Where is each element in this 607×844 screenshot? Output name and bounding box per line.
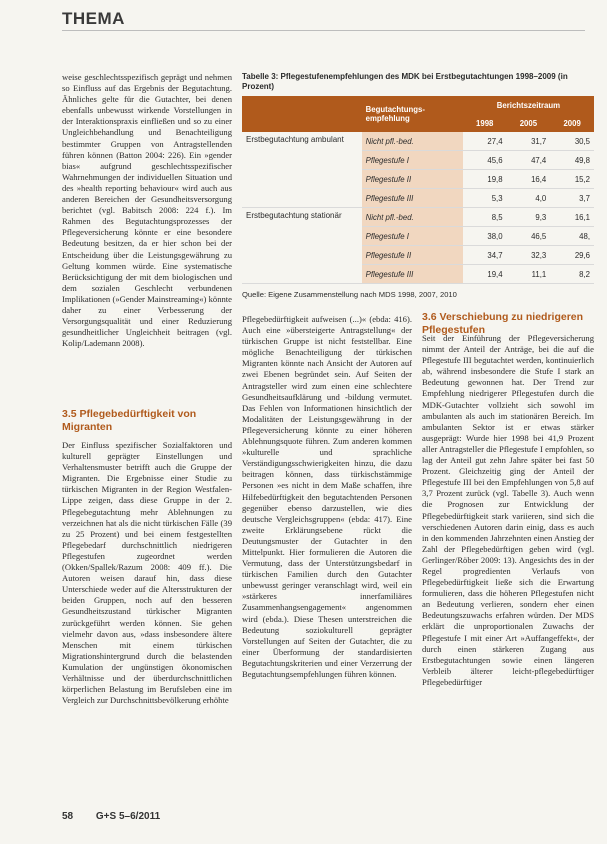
page-footer	[62, 811, 160, 822]
table-head-label: Begutachtungs-empfehlung	[362, 96, 463, 132]
heading-text: 3.6 Verschiebung zu niedrigeren Pflegestufen	[422, 311, 584, 336]
table-corner	[242, 114, 362, 132]
year-header: 1998	[463, 114, 507, 132]
cell: 48,	[550, 227, 594, 246]
year-header: 2009	[550, 114, 594, 132]
group-label: Erstbegutachtung stationär	[242, 208, 362, 284]
table-caption: Tabelle 3: Pflegestufenempfehlungen des MDK bei Erstbegutachtungen 1998–2009 (in Prozent)	[242, 72, 568, 91]
column-1-bottom-text	[62, 440, 232, 706]
cell: 30,5	[550, 132, 594, 151]
table-source: Quelle: Eigene Zusammenstellung nach MDS 1998, 2007, 2010	[242, 290, 457, 299]
paragraph: Pflegebedürftigkeit aufweisen (...)« (ebda: 416). Auch eine »übersteigerte Antragstellung« der türkischen Gruppe ist nicht feststellbar. Eine mögliche Benachteiligung der türkischen Migranten könnte nach Ansicht der Autoren auf zwei Ebenen begründet sein. Auf Seiten der Antragsteller wird zum einen eine schlechtere Gesundheitsaufklärung und -bildung vermutet. Das Fehlen von Informationen hinsichtlich der Modalitäten der Leistungsgewährung in der Pflegeversicherung könnte zu einer höheren Ablehnungsquote führen. Zum anderen kommen »kulturelle und sprachliche Verständigungsschwierigkeiten hinzu, die dazu beitragen können, dass türkischstämmige Personen »es nicht in dem Maße schaffen, ihre Hilfebedürftigkeit den begutachtenden Personen gegenüber ebenso darzustellen, wie dies deutsche Vergleichsgruppen« (ebda: 417). Eine zweite Erklärungsebene rückt die Deutungsmuster der Gutachter in den Mittelpunkt. Hier formulieren die Autoren die Vermutung, dass der Unterstützungsbedarf in türkischen Familien durch den Gutachter unbewusst geringer veranschlagt wird, weil ein »stärkeres innerfamiliäres Zusammenhangsengagement« angenommen wird (ebda.). Diese Thesen unterstreichen die Bedeutung soziokulturell geprägter Vorstellungen auf Seiten der Gutachter, die zu einer Überformung der standardisierten Begutachtungskriterien und einer Verzerrung der Begutachtungsempfehlungen führen können.	[242, 314, 412, 679]
cell: 38,0	[463, 227, 507, 246]
table-head-group: Berichtszeitraum	[463, 96, 594, 114]
cell: 15,2	[550, 170, 594, 189]
cell: 32,3	[507, 246, 551, 265]
group-label: Erstbegutachtung ambulant	[242, 132, 362, 208]
cell: 3,7	[550, 189, 594, 208]
cell: 27,4	[463, 132, 507, 151]
pflegestufen-table	[242, 96, 594, 284]
header-rule	[62, 30, 585, 31]
level-label: Pflegestufe I	[362, 227, 463, 246]
cell: 46,5	[507, 227, 551, 246]
journal-brand: G+S	[95, 811, 117, 822]
cell: 16,1	[550, 208, 594, 227]
cell: 19,4	[463, 265, 507, 284]
cell: 8,2	[550, 265, 594, 284]
heading-text: 3.5 Pflegebedürftigkeit von Migranten	[62, 408, 197, 433]
cell: 45,6	[463, 151, 507, 170]
cell: 16,4	[507, 170, 551, 189]
level-label: Pflegestufe II	[362, 170, 463, 189]
heading-3-5	[62, 408, 232, 433]
cell: 19,8	[463, 170, 507, 189]
column-3-text	[422, 333, 594, 688]
cell: 31,7	[507, 132, 551, 151]
cell: 49,8	[550, 151, 594, 170]
cell: 34,7	[463, 246, 507, 265]
level-label: Pflegestufe III	[362, 265, 463, 284]
level-label: Nicht pfl.-bed.	[362, 208, 463, 227]
section-title: THEMA	[62, 9, 125, 28]
level-label: Nicht pfl.-bed.	[362, 132, 463, 151]
paragraph: Der Einfluss spezifischer Sozialfaktoren und kulturell geprägter Einstellungen und Verhaltensmuster betrifft auch die Gruppe der Migranten. Die Ergebnisse einer Studie zu türkischen Migranten in der Region Westfalen-Lippe zeigen, dass diese Gruppe in der 2. Pflegebegutachtung mehr Ablehnungen zu verzeichnen hat als die nicht türkischen Fälle (39 zu 25 Prozent) und bei einem festgestellten Pflegebedarf durchschnittlich niedrigeren Pflegestufen zugeordnet werden (Okken/Spallek/Razum 2008: 409 ff.). Die Autoren weisen darauf hin, dass diese Unterschiede weder auf die Altersstrukturen der beiden Gruppen, noch auf den besseren Gesundheitszustand türkischer Migranten zurückgeführt werden können. Sie gehen vielmehr davon aus, »dass insbesondere ältere Menschen mit einem türkischen Migrationshintergrund durch die belastenden Kumulation der ungünstigen ökonomischen Verhältnisse und der überdurchschnittlichen körperlichen Belastung im Berufsleben eine im Vergleich zur Durchschnittsbevölkerung erhöhte	[62, 440, 232, 706]
year-header: 2005	[507, 114, 551, 132]
column-2-text	[242, 314, 412, 680]
level-label: Pflegestufe III	[362, 189, 463, 208]
cell: 9,3	[507, 208, 551, 227]
cell: 5,3	[463, 189, 507, 208]
table-corner	[242, 96, 362, 114]
paragraph: Seit der Einführung der Pflegeversicherung nimmt der Anteil der Anträge, bei die auf die Pflegestufe III begutachtet werden, kontinuierlich ab, während insbesondere die Stufe I stark an Bedeutung gewonnen hat. Der Trend zur Empfehlung niedrigerer Pflegestufen durch die MDK-Gutachter vollzieht sich sowohl im ambulanten als auch im stationären Bereich. Im ambulanten Sektor ist er etwas stärker ausgeprägt: Wurde hier 1998 bei 41,9 Prozent aller Antragsteller die Pflegestufe I empfohlen, so lag der Anteil gut zehn Jahre später bei fast 50 Prozent. Gleichzeitig ging der Anteil der Pflegestufe III bei den Empfehlungen von 5,8 auf 3,7 Prozent zurück (vgl. Tabelle 3). Auch wenn die Prognosen zur Entwicklung der Pflegebedürftigkeit stark variieren, sind sich die verschiedenen Autoren darin einig, dass es auch in den kommenden Jahrzehnten einen Anstieg der Zahl der Pflegebedürftigen geben wird (vgl. Gerlinger/Röber 2009: 13). Angesichts des in der Regel progredienten Verlaufs von Pflegebedürftigkeit ließe sich die Erwartung formulieren, dass die höheren Pflegestufen nicht an Bedeutung verlieren, sondern eher einen Bedeutungszuwachs erfahren würden. Der MDS erklärt die unproportionalen Zuwachs der Pflegestufe I mit einer Art »Auffangeffekt«, der durch einen stärkeren Zugang aus Erstbegutachtungen sowie einen längeren Verbleib älterer leicht-pflegebedürftiger Pflegebedürftiger	[422, 333, 594, 687]
cell: 8,5	[463, 208, 507, 227]
level-label: Pflegestufe II	[362, 246, 463, 265]
paragraph: weise geschlechtsspezifisch geprägt und nehmen so Einfluss auf das Ergebnis der Begutachtung. Ähnliches gelte für die Gutachter, bei denen ebenfalls unbewusst wirkende Vorstellungen in der Interaktionspraxis einfließen und so zu einer Ungleichbehandlung und Benachteiligung bestimmter Gruppen von Antragstellenden führen können (Batton 2004: 226). Ein »gender bias« aufgrund geschlechtsspezifischer Wahrnehmungen der individuellen Situation und des »health reporting behaviour« wird auch aus anderen Bereichen der Gesundheitsversorgung berichtet (vgl. Babitsch 2008: 224 f.). Im Rahmen des Begutachtungsprozesses der Pflegeversicherung könnte er eine besondere Bedeutung besitzen, da er hier schon bei der Entscheidung über die Leistungsgewährung zu Geltung kommen würde. Eine systematische Berücksichtigung der mit dem biologischen und dem sozialen Geschlecht verbundenen Implikationen (»Gender Mainstreaming«) könnte daher zu einer Verbesserung der Versorgungsqualität und einer Reduzierung gesundheitlicher Ungleichheit beitragen (vgl. Kolip/Lademann 2008).	[62, 72, 232, 349]
issue-number: 5–6/2011	[118, 811, 161, 822]
cell: 47,4	[507, 151, 551, 170]
cell: 4,0	[507, 189, 551, 208]
page-number: 58	[62, 811, 74, 822]
cell: 29,6	[550, 246, 594, 265]
cell: 11,1	[507, 265, 551, 284]
level-label: Pflegestufe I	[362, 151, 463, 170]
table-row	[242, 208, 594, 227]
table-row	[242, 132, 594, 151]
column-1-top-text	[62, 72, 232, 349]
